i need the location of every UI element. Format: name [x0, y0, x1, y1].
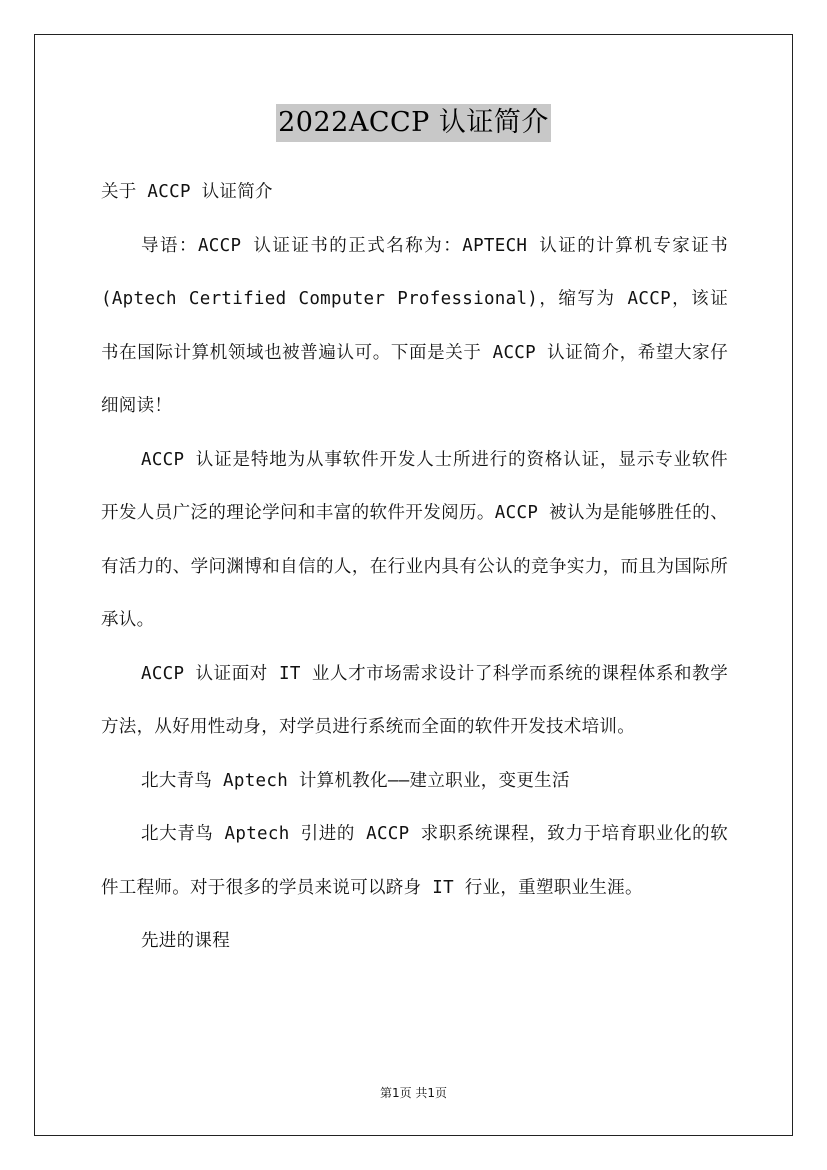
paragraph-curriculum: ACCP 认证面对 IT 业人才市场需求设计了科学而系统的课程体系和教学方法，从好用性动身，对学员进行系统而全面的软件开发技术培训。 — [101, 663, 728, 737]
paragraph-advanced-courses: 先进的课程 — [141, 931, 230, 951]
document-body — [101, 166, 728, 969]
paragraph-accp-description: ACCP 认证是特地为从事软件开发人士所进行的资格认证，显示专业软件开发人员广泛的理论学问和丰富的软件开发阅历。ACCP 被认为是能够胜任的、有活力的、学问渊博和自信的人，在行业内具有公认的竞争实力，而且为国际所承认。 — [101, 449, 728, 630]
document-title: 2022ACCP 认证简介 — [276, 104, 551, 142]
title-container — [0, 104, 827, 142]
page-footer: 第1页 共1页 — [379, 1086, 448, 1100]
paragraph-intro: 导语：ACCP 认证证书的正式名称为：APTECH 认证的计算机专家证书(Aptech Certified Computer Professional)，缩写为 ACCP，该证书在国际计算机领域也被普遍认可。下面是关于 ACCP 认证简介，希望大家仔细阅读！ — [101, 235, 728, 416]
paragraph-career: 北大青鸟 Aptech 引进的 ACCP 求职系统课程，致力于培育职业化的软件工程师。对于很多的学员来说可以跻身 IT 行业，重塑职业生涯。 — [101, 824, 728, 898]
paragraph-heading: 关于 ACCP 认证简介 — [101, 182, 273, 202]
paragraph-slogan: 北大青鸟 Aptech 计算机教化——建立职业，变更生活 — [141, 770, 570, 791]
